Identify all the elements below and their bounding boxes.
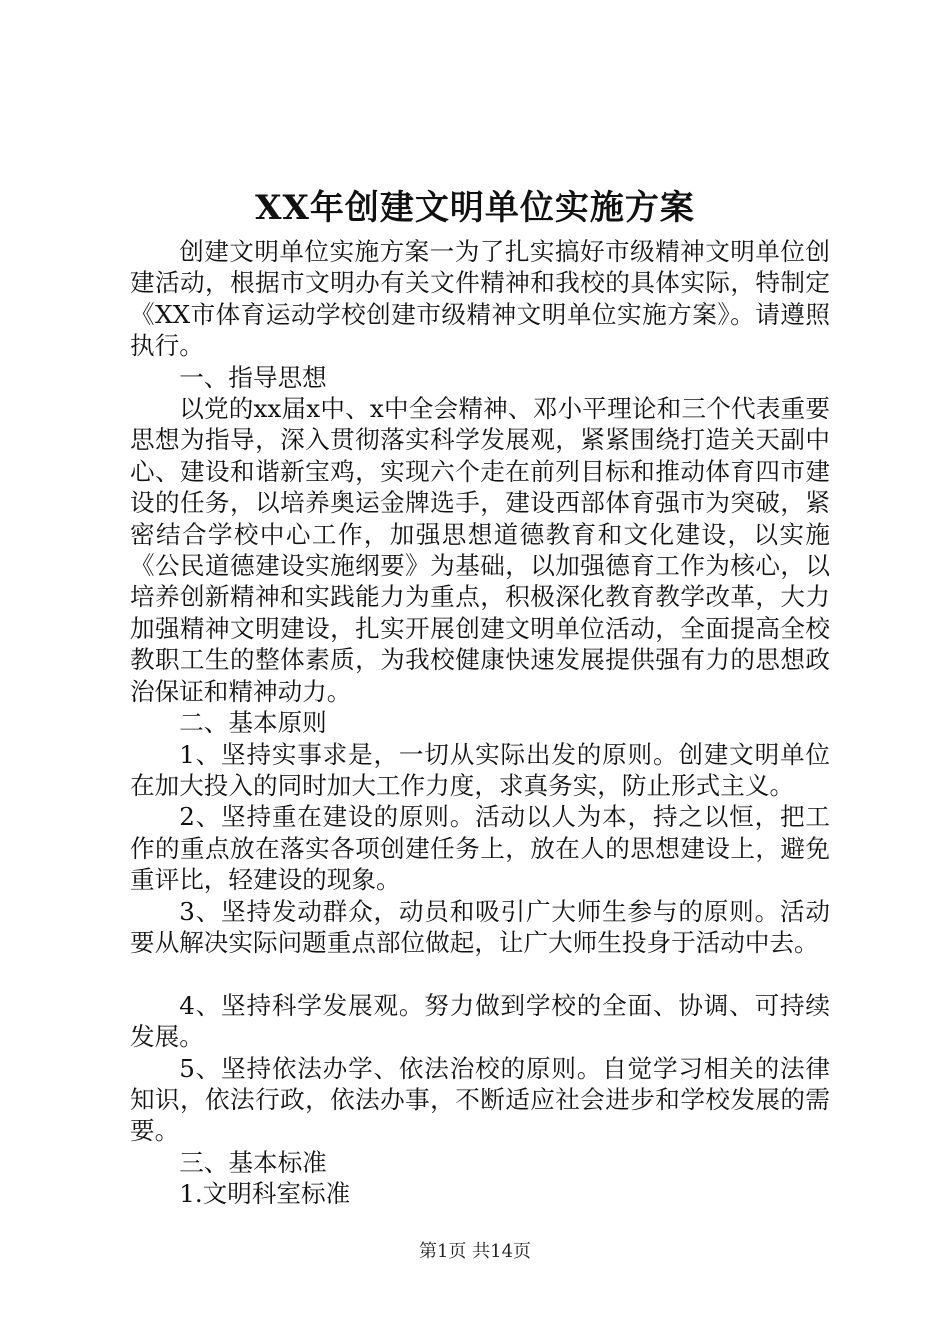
principle-item: 4、坚持科学发展观。努力做到学校的全面、协调、可持续发展。 [130, 990, 830, 1052]
principle-item: 2、坚持重在建设的原则。活动以人为本，持之以恒，把工作的重点放在落实各项创建任务上，放在人的思想建设上，避免重评比，轻建设的现象。 [130, 802, 830, 895]
document-body [130, 236, 830, 1210]
page-indicator: 第1页 共14页 [418, 1241, 532, 1262]
principle-item: 3、坚持发动群众，动员和吸引广大师生参与的原则。活动要从解决实际问题重点部位做起，让广大师生投身于活动中去。 [130, 896, 830, 957]
section-heading: 一、指导思想 [179, 362, 327, 392]
principle-item: 1、坚持实事求是，一切从实际出发的原则。创建文明单位在加大投入的同时加大工作力度，求真务实，防止形式主义。 [130, 739, 830, 800]
intro-paragraph: 创建文明单位实施方案一为了扎实搞好市级精神文明单位创建活动，根据市文明办有关文件精神和我校的具体实际，特制定《XX市体育运动学校创建市级精神文明单位实施方案》。请遵照执行。 [130, 237, 830, 361]
principle-item: 5、坚持依法办学、依法治校的原则。自觉学习相关的法律知识，依法行政，依法办事，不断适应社会进步和学校发展的需要。 [130, 1053, 830, 1146]
section-heading: 三、基本标准 [179, 1147, 327, 1177]
body-paragraph: 以党的xx届x中、x中全会精神、邓小平理论和三个代表重要思想为指导，深入贯彻落实科学发展观，紧紧围绕打造关天副中心、建设和谐新宝鸡，实现六个走在前列目标和推动体育四市建设的任务，以培养奥运金牌选手，建设西部体育强市为突破，紧密结合学校中心工作，加强思想道德教育和文化建设，以实施《公民道德建设实施纲要》为基础，以加强德育工作为核心，以培养创新精神和实践能力为重点，积极深化教育教学改革，大力加强精神文明建设，扎实开展创建文明单位活动，全面提高全校教职工生的整体素质，为我校健康快速发展提供强有力的思想政治保证和精神动力。 [130, 394, 830, 706]
document-title: XX年创建文明单位实施方案 [255, 188, 695, 228]
section-heading: 二、基本原则 [179, 708, 327, 738]
subsection-heading: 1.文明科室标准 [179, 1179, 351, 1209]
